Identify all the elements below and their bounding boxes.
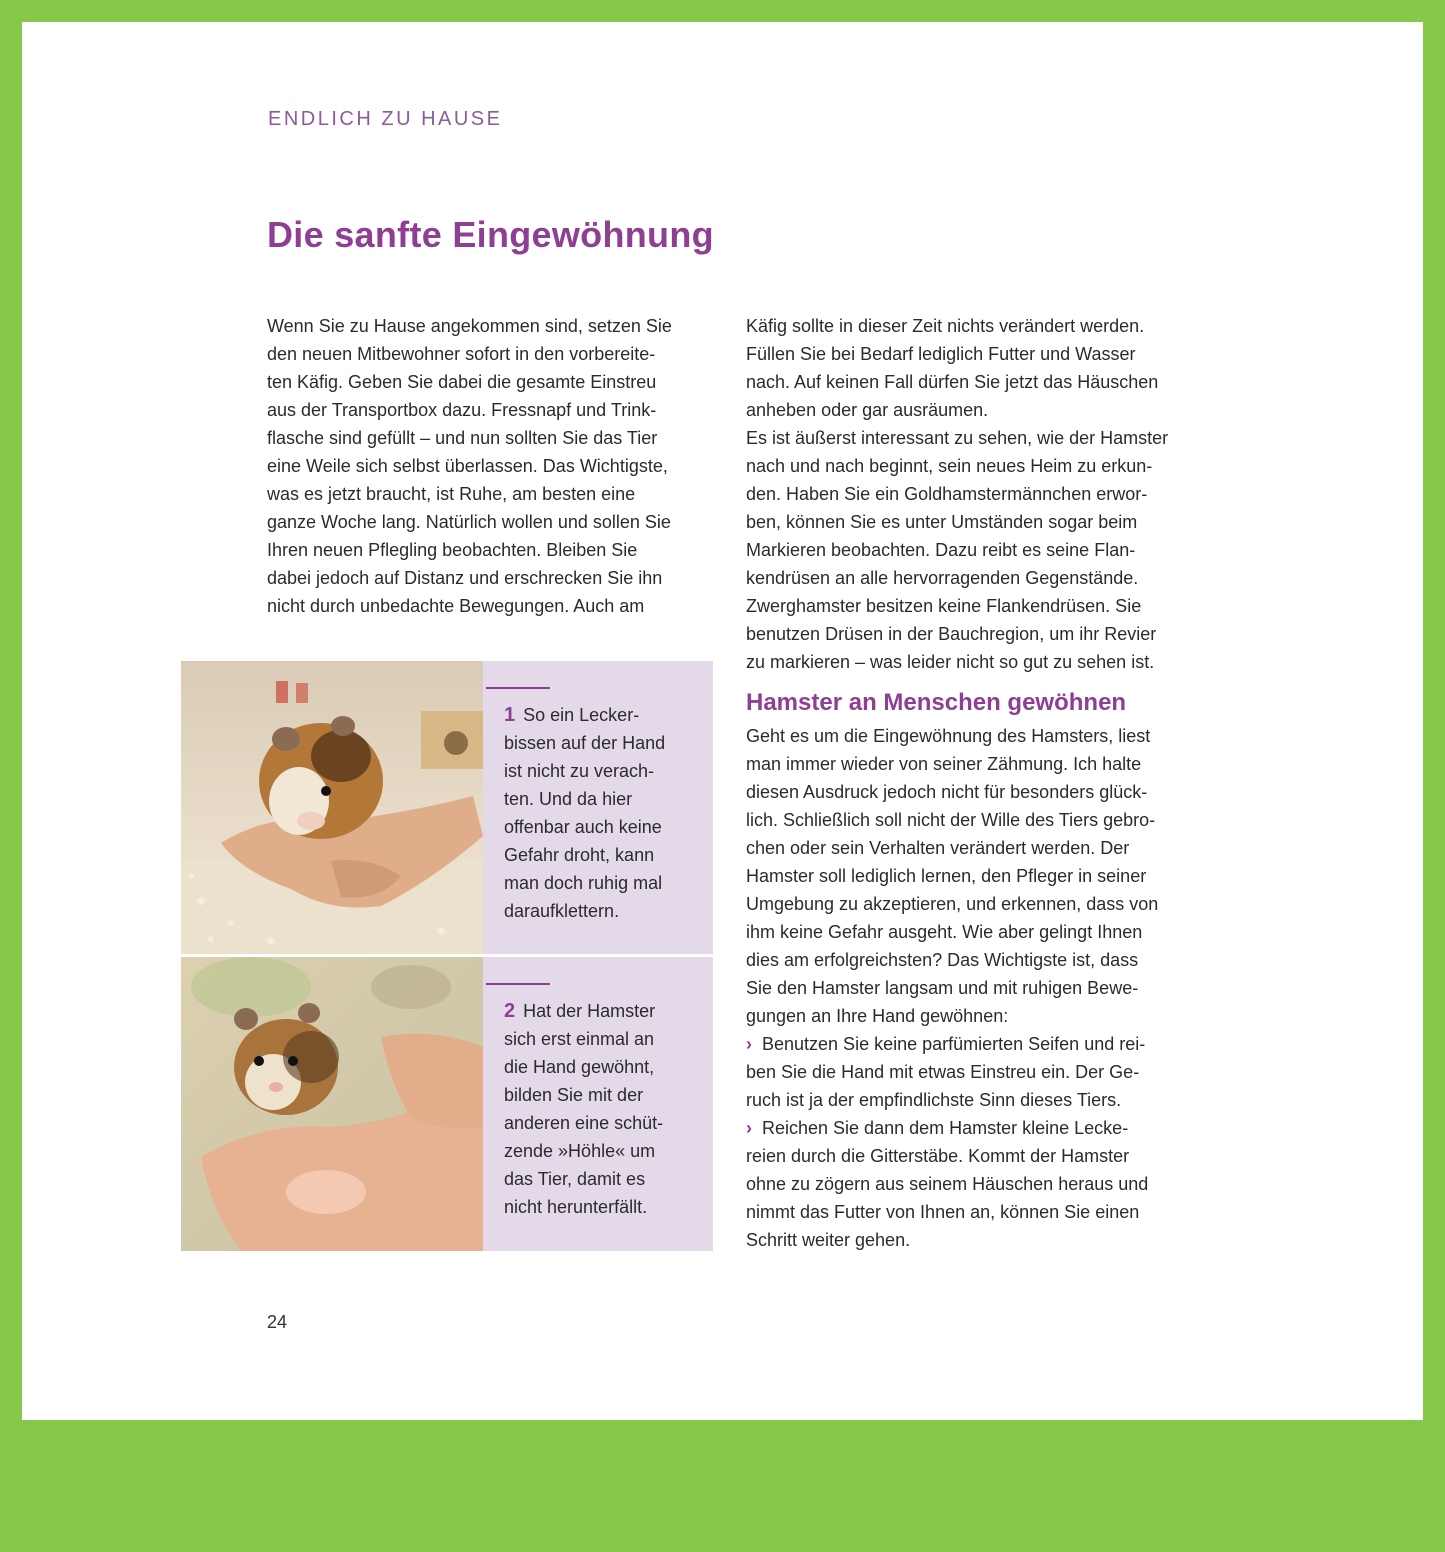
caption-line: Gefahr droht, kann (504, 845, 655, 865)
caption-line: nicht herunterfällt. (504, 1197, 648, 1217)
text-line: nach und nach beginnt, sein neues Heim zu erkun- (746, 456, 1153, 476)
text-line: diesen Ausdruck jedoch nicht für besonders glück- (746, 782, 1148, 802)
caption-line: ten. Und da hier (504, 789, 633, 809)
caption-first-line: Hat der Hamster (523, 1001, 656, 1021)
text-line: Umgebung zu akzeptieren, und erkennen, dass von (746, 894, 1159, 914)
intro-paragraph (267, 312, 715, 620)
text-line: aus der Transportbox dazu. Fressnapf und Trink- (267, 400, 657, 420)
paragraph-1 (746, 312, 1204, 424)
hamster-photo-illustration-2 (181, 957, 483, 1251)
bullet-item-1 (746, 1030, 1204, 1114)
caption-line: sich erst einmal an (504, 1029, 655, 1049)
text-line: Zwerghamster besitzen keine Flankendrüsen. Sie (746, 596, 1142, 616)
caption-line: die Hand gewöhnt, (504, 1057, 655, 1077)
text-line: nicht durch unbedachte Bewegungen. Auch am (267, 596, 645, 616)
text-line: Es ist äußerst interessant zu sehen, wie der Hamster (746, 428, 1169, 448)
text-line: zu markieren – was leider nicht so gut zu sehen ist. (746, 652, 1155, 672)
caption-text-2 (504, 997, 704, 1221)
figure-2 (181, 957, 713, 1251)
caption-line: offenbar auch keine (504, 817, 662, 837)
text-line: lich. Schließlich soll nicht der Wille des Tiers gebro- (746, 810, 1156, 830)
text-line: ruch ist ja der empfindlichste Sinn dieses Tiers. (746, 1090, 1122, 1110)
hamster-on-hand-photo (181, 661, 483, 954)
text-line: Hamster soll lediglich lernen, den Pfleger in seiner (746, 866, 1147, 886)
text-line: Geht es um die Eingewöhnung des Hamsters, liest (746, 726, 1151, 746)
text-line: Sie den Hamster langsam und mit ruhigen Bewe- (746, 978, 1139, 998)
figure-number: 2 (504, 1000, 516, 1022)
text-line: ten Käfig. Geben Sie dabei die gesamte Einstreu (267, 372, 657, 392)
chevron-right-icon: › (746, 1034, 752, 1054)
text-line: Käfig sollte in dieser Zeit nichts verändert werden. (746, 316, 1145, 336)
bullet-item-2 (746, 1114, 1204, 1254)
right-column (746, 312, 1204, 1254)
caption-line: zende »Höhle« um (504, 1141, 656, 1161)
caption-line: ist nicht zu verach- (504, 761, 655, 781)
caption-line: bissen auf der Hand (504, 733, 666, 753)
hamster-photo-illustration-1 (181, 661, 483, 954)
caption-line: anderen eine schüt- (504, 1113, 664, 1133)
bullet-text: Benutzen Sie keine parfümierten Seifen und rei- (762, 1034, 1146, 1054)
text-line: Markieren beobachten. Dazu reibt es seine Flan- (746, 540, 1136, 560)
caption-box-1 (483, 661, 713, 954)
caption-divider (486, 983, 550, 985)
hamster-in-hands-photo (181, 957, 483, 1251)
caption-first-line: So ein Lecker- (523, 705, 640, 725)
text-line: benutzen Drüsen in der Bauchregion, um ihr Revier (746, 624, 1157, 644)
page-number: 24 (267, 1312, 288, 1332)
text-line: nimmt das Futter von Ihnen an, können Sie einen (746, 1202, 1140, 1222)
caption-divider (486, 687, 550, 689)
text-line: den neuen Mitbewohner sofort in den vorbereite- (267, 344, 656, 364)
left-column (267, 312, 715, 620)
text-line: ganze Woche lang. Natürlich wollen und sollen Sie (267, 512, 671, 532)
caption-line (504, 701, 704, 729)
caption-line: das Tier, damit es (504, 1169, 646, 1189)
text-line: chen oder sein Verhalten verändert werden. Der (746, 838, 1130, 858)
text-line: Wenn Sie zu Hause angekommen sind, setzen Sie (267, 316, 672, 336)
figure-number: 1 (504, 704, 516, 726)
paragraph-2 (746, 424, 1204, 676)
text-line: ohne zu zögern aus seinem Häuschen heraus und (746, 1174, 1149, 1194)
figure-block (181, 661, 713, 1552)
text-line: kendrüsen an alle hervorragenden Gegenstände. (746, 568, 1139, 588)
bullet-text: Reichen Sie dann dem Hamster kleine Lecke- (762, 1118, 1129, 1138)
book-page (22, 22, 1423, 1420)
caption-line: bilden Sie mit der (504, 1085, 644, 1105)
text-line (746, 1114, 1204, 1142)
text-line: eine Weile sich selbst überlassen. Das Wichtigste, (267, 456, 668, 476)
caption-box-2 (483, 957, 713, 1251)
text-line: anheben oder gar ausräumen. (746, 400, 989, 420)
text-line: nach. Auf keinen Fall dürfen Sie jetzt das Häuschen (746, 372, 1159, 392)
sub-heading: Hamster an Menschen gewöhnen (746, 689, 1127, 716)
text-line (746, 1030, 1204, 1058)
page-title: Die sanfte Eingewöhnung (267, 214, 714, 255)
chevron-right-icon: › (746, 1118, 752, 1138)
text-line: Ihren neuen Pflegling beobachten. Bleiben Sie (267, 540, 638, 560)
text-line: ihm keine Gefahr ausgeht. Wie aber gelingt Ihnen (746, 922, 1143, 942)
caption-text-1 (504, 701, 704, 925)
text-line: was es jetzt braucht, ist Ruhe, am besten eine (267, 484, 636, 504)
text-line: den. Haben Sie ein Goldhamstermännchen erwor- (746, 484, 1148, 504)
caption-line: daraufklettern. (504, 901, 620, 921)
text-line: Füllen Sie bei Bedarf lediglich Futter und Wasser (746, 344, 1136, 364)
paragraph-3 (746, 722, 1204, 1030)
figure-1 (181, 661, 713, 954)
text-line: gungen an Ihre Hand gewöhnen: (746, 1006, 1009, 1026)
text-line: flasche sind gefüllt – und nun sollten Sie das Tier (267, 428, 658, 448)
text-line: dies am erfolgreichsten? Das Wichtigste ist, dass (746, 950, 1139, 970)
text-line: ben, können Sie es unter Umständen sogar beim (746, 512, 1138, 532)
text-line: man immer wieder von seiner Zähmung. Ich halte (746, 754, 1142, 774)
text-line: ben Sie die Hand mit etwas Einstreu ein. Der Ge- (746, 1062, 1140, 1082)
caption-line: man doch ruhig mal (504, 873, 663, 893)
caption-line (504, 997, 704, 1025)
text-line: dabei jedoch auf Distanz und erschrecken Sie ihn (267, 568, 663, 588)
text-line: Schritt weiter gehen. (746, 1230, 911, 1250)
text-line: reien durch die Gitterstäbe. Kommt der Hamster (746, 1146, 1130, 1166)
section-label: ENDLICH ZU HAUSE (268, 108, 503, 130)
